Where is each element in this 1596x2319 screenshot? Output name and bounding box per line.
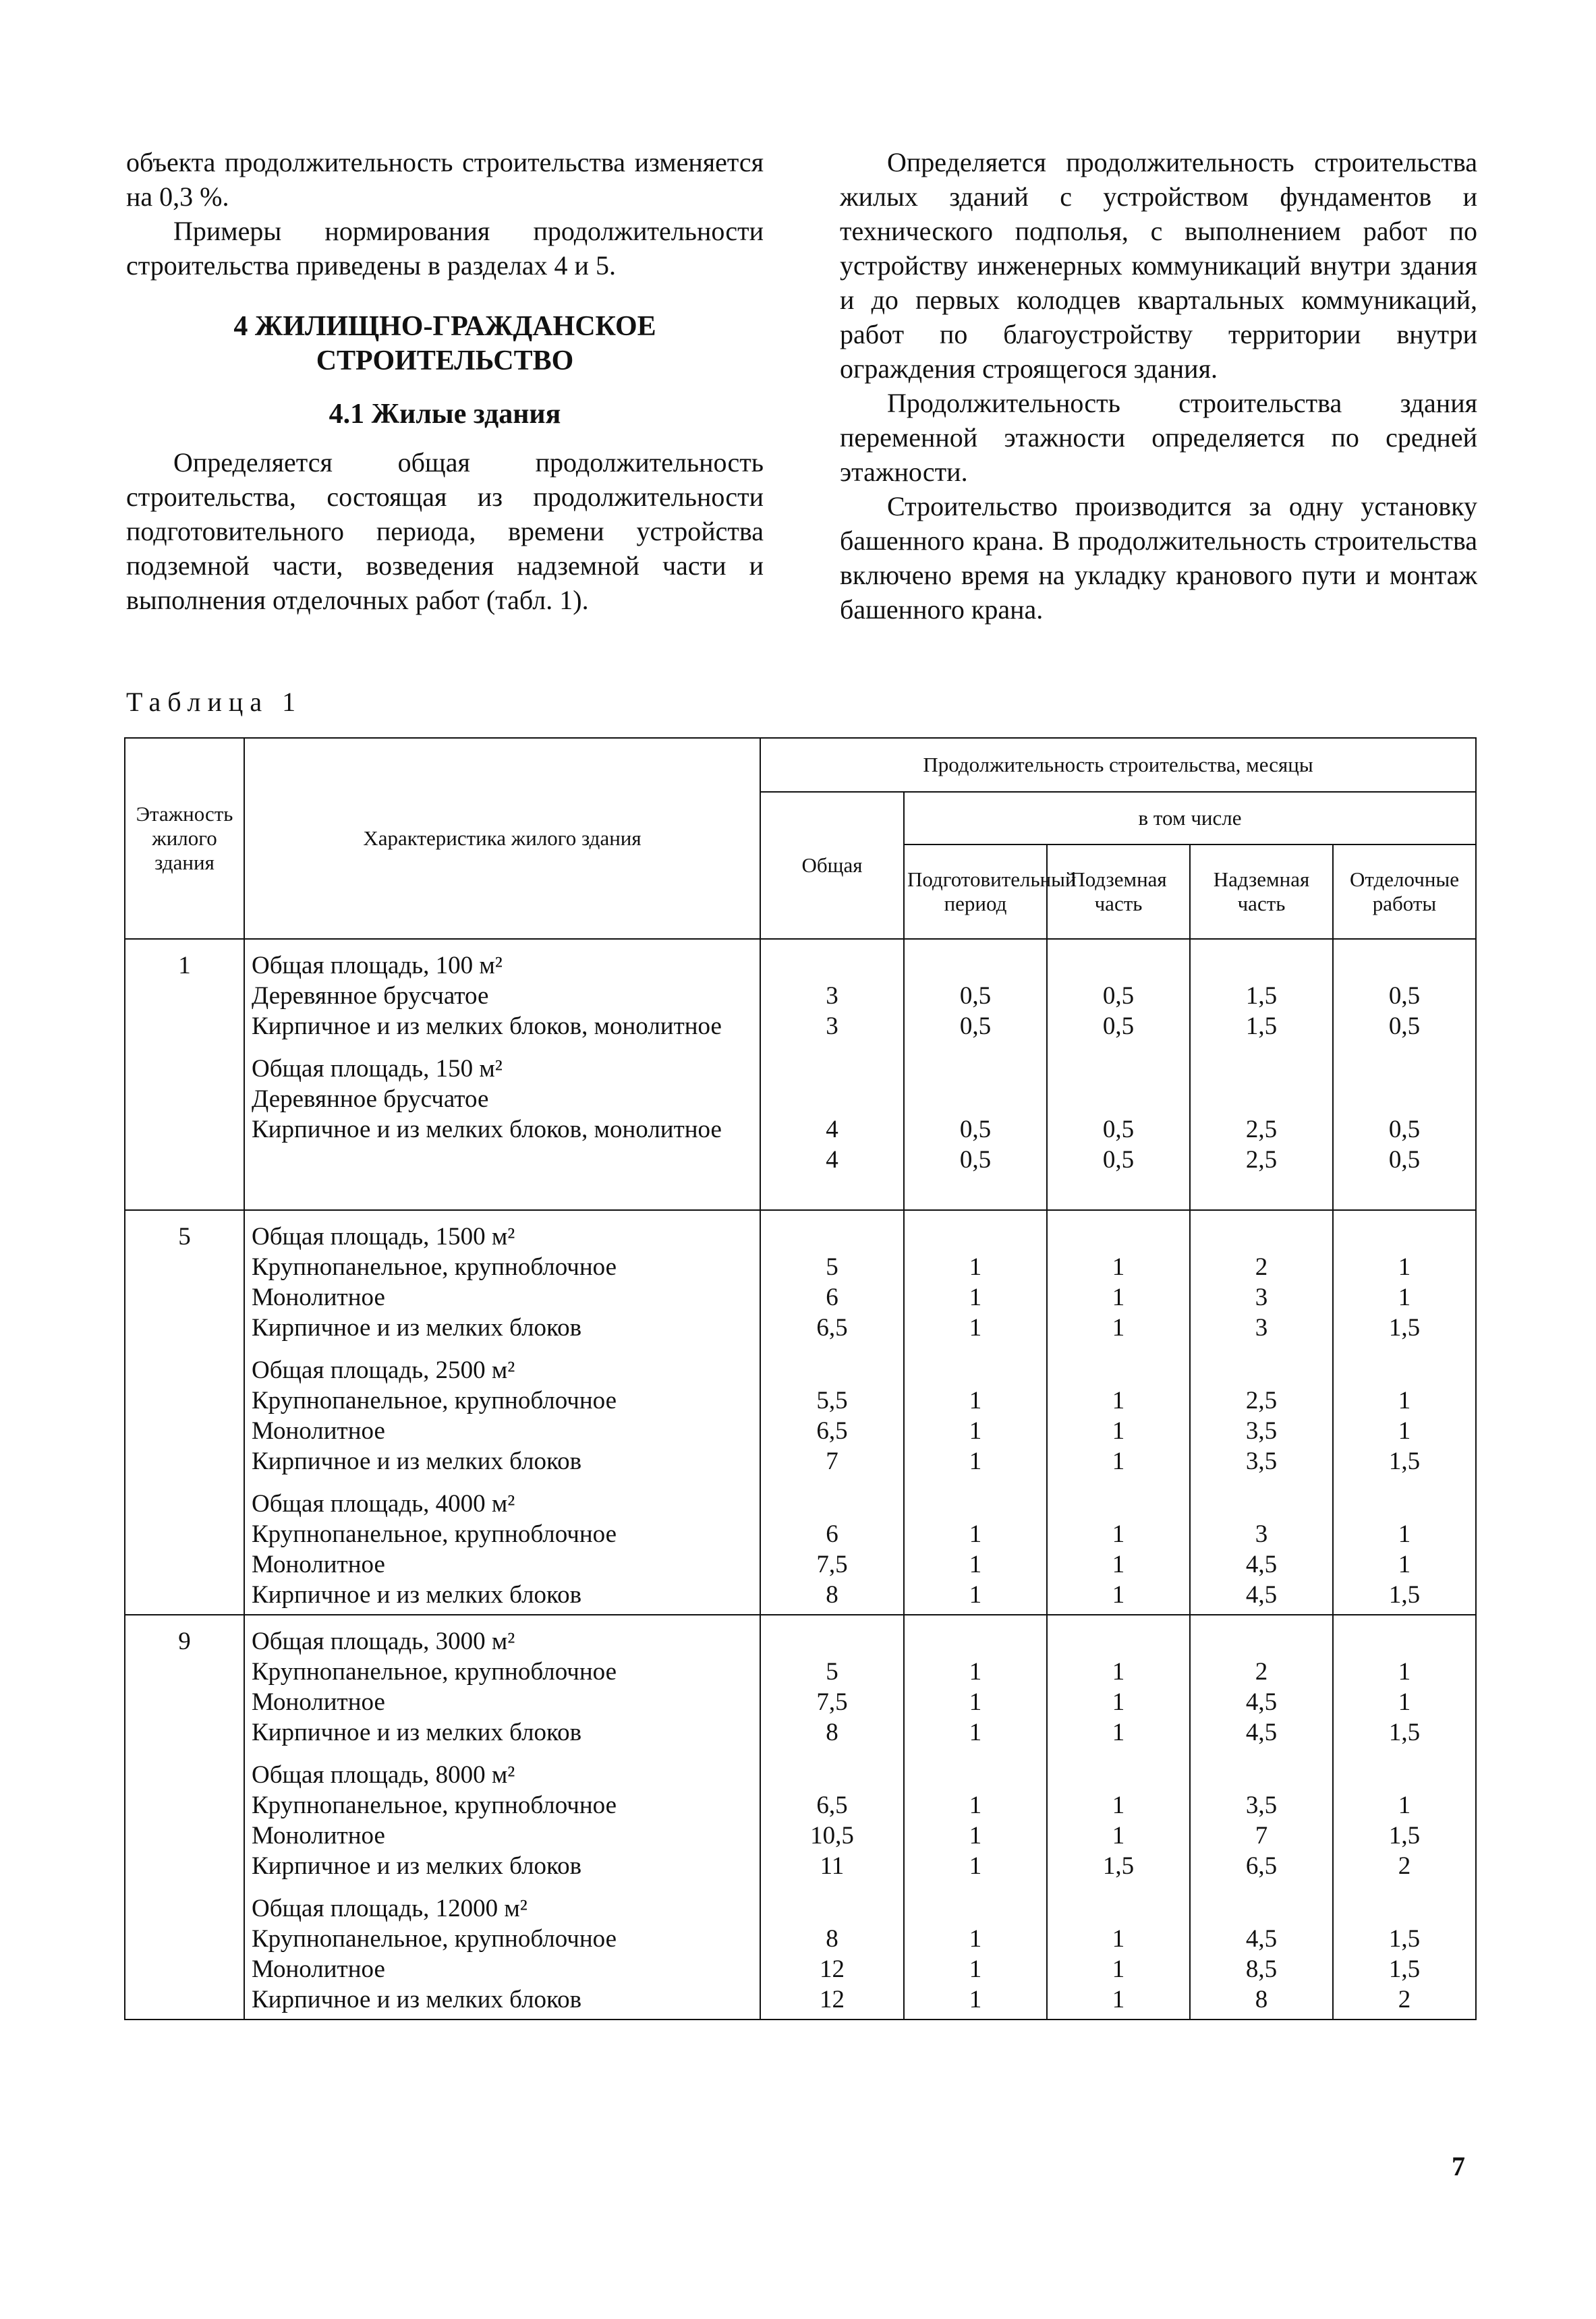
value: 4,5 [1245,1925,1278,1953]
value-cell [1047,1615,1190,2020]
value-continuation [1334,1041,1475,1072]
spacer [1334,1477,1475,1489]
value: 6 [826,1284,838,1311]
spacer [905,1477,1046,1489]
header-aboveground: Надземная часть [1190,844,1333,939]
building-type: Монолитное [252,1822,385,1850]
building-type: Монолитное [252,1955,385,1983]
building-type: Крупнопанельное, крупноблочное [252,1253,617,1281]
value: 8 [826,1581,838,1609]
value: 0,5 [959,1146,992,1174]
subsection-heading: 4.1 Жилые здания [329,399,561,430]
value: 1 [969,1253,982,1281]
section-heading [126,310,764,378]
value: 1 [1398,1792,1411,1819]
paragraph: Определяется общая продолжительность строительства, состоящая из продолжительности подготовительного периода, времени устройства подземной части, возведения надземной части и выполнения отделочных работ (табл. 1). [126,447,764,615]
value: 1,5 [1388,1822,1421,1850]
paragraph: Примеры нормирования продолжительности строительства приведены в разделах 4 и 5. [126,216,764,281]
value: 1 [1112,1417,1125,1445]
value: 1 [1112,1925,1125,1953]
area-label: Общая площадь, 8000 м² [252,1761,515,1789]
value: 2 [1255,1253,1268,1281]
spacer [1334,1881,1475,1893]
value [1048,950,1189,981]
value [1334,1760,1475,1790]
building-type: Кирпичное и из мелких блоков, монолитное [252,1012,722,1040]
building-type: Монолитное [252,1417,385,1445]
value-cell [1333,1210,1476,1615]
table-row [125,939,1476,1210]
value-cell [1333,939,1476,1210]
value: 4,5 [1245,1551,1278,1578]
building-type: Деревянное брусчатое [252,982,489,1010]
value-continuation [1334,1175,1475,1205]
spacer [1191,1477,1332,1489]
value [761,1760,903,1790]
right-text-column [840,145,1477,627]
spacer [1334,1343,1475,1355]
characteristic-cell [244,1615,760,2020]
building-type: Кирпичное и из мелких блоков [252,1986,582,2013]
characteristic-cell [244,939,760,1210]
value: 6,5 [816,1314,848,1342]
value: 1 [1112,1314,1125,1342]
value-continuation [905,1175,1046,1205]
value: 4,5 [1245,1719,1278,1746]
value: 1 [969,1387,982,1414]
value: 4,5 [1245,1688,1278,1716]
spacer [245,1881,760,1893]
building-type: Деревянное брусчатое [252,1085,489,1113]
paragraph: объекта продолжительность строительства изменяется на 0,3 %. [126,147,764,212]
value-continuation [905,1041,1046,1072]
value [1334,950,1475,981]
floors-cell [125,1210,244,1615]
spacer [245,1748,760,1760]
value: 1 [1398,1658,1411,1686]
value [761,1222,903,1252]
value: 6,5 [816,1792,848,1819]
value [1191,1222,1332,1252]
duration-table [124,737,1477,2020]
value: 3 [1255,1520,1268,1548]
value: 1 [1112,1284,1125,1311]
spacer [1334,1072,1475,1084]
value [1048,1355,1189,1385]
value: 8 [1255,1986,1268,2013]
building-type: Крупнопанельное, крупноблочное [252,1658,617,1686]
value: 1 [1112,1551,1125,1578]
header-including: в том числе [904,792,1476,844]
value: 6,5 [1245,1852,1278,1880]
value: 1 [969,1551,982,1578]
value: 0,5 [959,1012,992,1040]
value: 5 [826,1658,838,1686]
building-type: Монолитное [252,1284,385,1311]
value: 1 [969,1417,982,1445]
value: 1 [1112,1955,1125,1983]
value: 6 [826,1520,838,1548]
header-duration: Продолжительность строительства, месяцы [760,738,1476,792]
section-heading-line: СТРОИТЕЛЬСТВО [316,345,574,376]
paragraph: Продолжительность строительства здания переменной этажности определяется по средней этажности. [840,388,1477,487]
building-type: Кирпичное и из мелких блоков [252,1314,582,1342]
value-cell [1333,1615,1476,2020]
value-cell [760,1615,904,2020]
area-label: Общая площадь, 1500 м² [252,1223,515,1251]
value: 1,5 [1388,1314,1421,1342]
value [1048,1489,1189,1519]
value: 7 [1255,1822,1268,1850]
value [1334,1355,1475,1385]
value: 8 [826,1719,838,1746]
value: 2,5 [1245,1387,1278,1414]
value [761,1489,903,1519]
floors-value: 1 [178,952,191,979]
value: 4 [826,1116,838,1143]
value [1334,1084,1475,1114]
value: 1 [969,1448,982,1475]
area-label: Общая площадь, 3000 м² [252,1628,515,1655]
value: 8 [826,1925,838,1953]
value: 1 [1112,1822,1125,1850]
value [905,1626,1046,1657]
header-total: Общая [760,792,904,939]
value: 3,5 [1245,1448,1278,1475]
value-continuation [1191,1041,1332,1072]
value-cell [760,1210,904,1615]
spacer [1048,1343,1189,1355]
value: 1 [1112,1520,1125,1548]
value: 7,5 [816,1688,848,1716]
value-cell [760,939,904,1210]
value [1048,1760,1189,1790]
value: 1,5 [1388,1925,1421,1953]
building-type: Кирпичное и из мелких блоков [252,1581,582,1609]
value: 0,5 [1102,1146,1135,1174]
building-type: Крупнопанельное, крупноблочное [252,1925,617,1953]
value: 0,5 [959,982,992,1010]
value [1191,1893,1332,1924]
value-continuation [1048,1041,1189,1072]
value-cell [1047,939,1190,1210]
spacer [245,1041,760,1054]
value: 1 [1112,1986,1125,2013]
value [761,950,903,981]
area-label: Общая площадь, 150 м² [252,1055,503,1083]
value: 1 [1398,1551,1411,1578]
characteristic-cell [244,1210,760,1615]
header-underground: Подземная часть [1047,844,1190,939]
value: 1 [969,1822,982,1850]
value: 1 [1112,1688,1125,1716]
value: 2 [1255,1658,1268,1686]
value: 1 [1398,1387,1411,1414]
paragraph: Определяется продолжительность строительства жилых зданий с устройством фундаментов и технического подполья, с выполнением работ по устройству инженерных коммуникаций внутри здания и до первых колодцев квартальных коммуникаций, работ по благоустройству территории внутри ограждения строящегося здания. [840,147,1477,384]
value: 1 [1398,1417,1411,1445]
value [905,1489,1046,1519]
spacer [905,1881,1046,1893]
value: 1 [1112,1719,1125,1746]
value [1048,1084,1189,1114]
spacer [761,1072,903,1084]
value [1048,1893,1189,1924]
section-heading-line: 4 ЖИЛИЩНО-ГРАЖДАНСКОЕ [233,311,656,342]
table-body [125,939,1476,2020]
spacer [1191,1072,1332,1084]
spacer [761,1748,903,1760]
value [1048,1222,1189,1252]
spacer [905,1343,1046,1355]
floors-value: 5 [178,1223,191,1251]
spacer [1048,1477,1189,1489]
value: 2,5 [1245,1116,1278,1143]
value: 2 [1398,1852,1411,1880]
spacer [761,1881,903,1893]
value [905,1222,1046,1252]
value-continuation [1191,1175,1332,1205]
value: 2,5 [1245,1146,1278,1174]
spacer [1048,1881,1189,1893]
value: 12 [820,1955,845,1983]
value [1191,1355,1332,1385]
building-type: Крупнопанельное, крупноблочное [252,1520,617,1548]
value: 1 [969,1520,982,1548]
value: 1 [969,1955,982,1983]
value-cell [904,939,1047,1210]
spacer [761,1477,903,1489]
value: 3,5 [1245,1792,1278,1819]
value: 3 [826,982,838,1010]
value: 1 [1398,1520,1411,1548]
value [1334,1489,1475,1519]
value: 8,5 [1245,1955,1278,1983]
value [761,1893,903,1924]
header-floors: Этажность жилого здания [125,738,244,939]
value: 4,5 [1245,1581,1278,1609]
value: 11 [820,1852,845,1880]
value-cell [904,1615,1047,2020]
value [905,950,1046,981]
building-type: Кирпичное и из мелких блоков [252,1448,582,1475]
table-caption: Таблица 1 [126,687,303,717]
value: 1,5 [1245,1012,1278,1040]
header-prep: Подготовительный период [904,844,1047,939]
floors-cell [125,939,244,1210]
area-label: Общая площадь, 100 м² [252,952,503,979]
value [761,1626,903,1657]
value: 0,5 [1102,1116,1135,1143]
floors-cell [125,1615,244,2020]
value: 1,5 [1245,982,1278,1010]
value: 0,5 [959,1116,992,1143]
value [1048,1626,1189,1657]
paragraph: Строительство производится за одну установку башенного крана. В продолжительность строительства включено время на укладку кранового пути и монтаж башенного крана. [840,491,1477,625]
value: 0,5 [1388,1146,1421,1174]
value: 1 [1398,1284,1411,1311]
value: 1,5 [1388,1719,1421,1746]
value: 1 [1112,1581,1125,1609]
value: 5 [826,1253,838,1281]
spacer [905,1072,1046,1084]
value: 1 [969,1658,982,1686]
value [1191,1760,1332,1790]
building-type: Кирпичное и из мелких блоков, монолитное [252,1116,722,1143]
value: 1 [969,1986,982,2013]
value [761,1355,903,1385]
value: 1 [1112,1387,1125,1414]
value [1191,1489,1332,1519]
value: 3 [1255,1284,1268,1311]
value-continuation [761,1041,903,1072]
building-type: Монолитное [252,1551,385,1578]
spacer [905,1748,1046,1760]
spacer [245,1343,760,1355]
left-text-column [126,145,764,617]
value [1334,1626,1475,1657]
value: 7 [826,1448,838,1475]
value: 1 [969,1688,982,1716]
table-row [125,1615,1476,2020]
value: 3 [826,1012,838,1040]
value [1191,950,1332,981]
value [1191,1626,1332,1657]
value [761,1084,903,1114]
value-cell [1190,939,1333,1210]
value: 1 [969,1852,982,1880]
spacer [1334,1748,1475,1760]
value: 1,5 [1388,1581,1421,1609]
value-continuation [1048,1175,1189,1205]
value: 1 [1112,1253,1125,1281]
value [1191,1084,1332,1114]
value: 0,5 [1102,1012,1135,1040]
value [905,1084,1046,1114]
value-cell [904,1210,1047,1615]
value: 1 [1112,1792,1125,1819]
value: 1,5 [1388,1448,1421,1475]
area-label: Общая площадь, 12000 м² [252,1895,528,1922]
building-type: Монолитное [252,1688,385,1716]
value: 1 [969,1925,982,1953]
value [1334,1222,1475,1252]
value: 5,5 [816,1387,848,1414]
value: 6,5 [816,1417,848,1445]
value-cell [1047,1210,1190,1615]
value: 1,5 [1388,1955,1421,1983]
page-number: 7 [1452,2151,1465,2181]
spacer [1191,1881,1332,1893]
area-label: Общая площадь, 2500 м² [252,1356,515,1384]
building-type: Крупнопанельное, крупноблочное [252,1387,617,1414]
value: 4 [826,1146,838,1174]
value: 1 [1112,1448,1125,1475]
value: 1,5 [1102,1852,1135,1880]
value [905,1760,1046,1790]
spacer [245,1477,760,1489]
building-type: Кирпичное и из мелких блоков [252,1719,582,1746]
value: 7,5 [816,1551,848,1578]
building-type: Крупнопанельное, крупноблочное [252,1792,617,1819]
building-type: Кирпичное и из мелких блоков [252,1852,582,1880]
value: 1 [969,1719,982,1746]
spacer [1048,1748,1189,1760]
value: 10,5 [810,1822,854,1850]
value: 3,5 [1245,1417,1278,1445]
value: 2 [1398,1986,1411,2013]
value: 0,5 [1388,1116,1421,1143]
value: 12 [820,1986,845,2013]
value: 1 [969,1581,982,1609]
spacer [1048,1072,1189,1084]
value [905,1355,1046,1385]
value: 1 [1398,1253,1411,1281]
value: 1 [969,1284,982,1311]
header-finishing: Отделочные работы [1333,844,1476,939]
value: 1 [969,1314,982,1342]
header-characteristic: Характеристика жилого здания [244,738,760,939]
value: 1 [969,1792,982,1819]
spacer [1191,1343,1332,1355]
value: 0,5 [1388,1012,1421,1040]
spacer [761,1343,903,1355]
value [1334,1893,1475,1924]
value: 1 [1112,1658,1125,1686]
value: 0,5 [1102,982,1135,1010]
spacer [1191,1748,1332,1760]
value-cell [1190,1615,1333,2020]
value-continuation [761,1175,903,1205]
value-cell [1190,1210,1333,1615]
value: 0,5 [1388,982,1421,1010]
value: 1 [1398,1688,1411,1716]
table-row [125,1210,1476,1615]
floors-value: 9 [178,1628,191,1655]
value [905,1893,1046,1924]
value: 3 [1255,1314,1268,1342]
area-label: Общая площадь, 4000 м² [252,1490,515,1518]
